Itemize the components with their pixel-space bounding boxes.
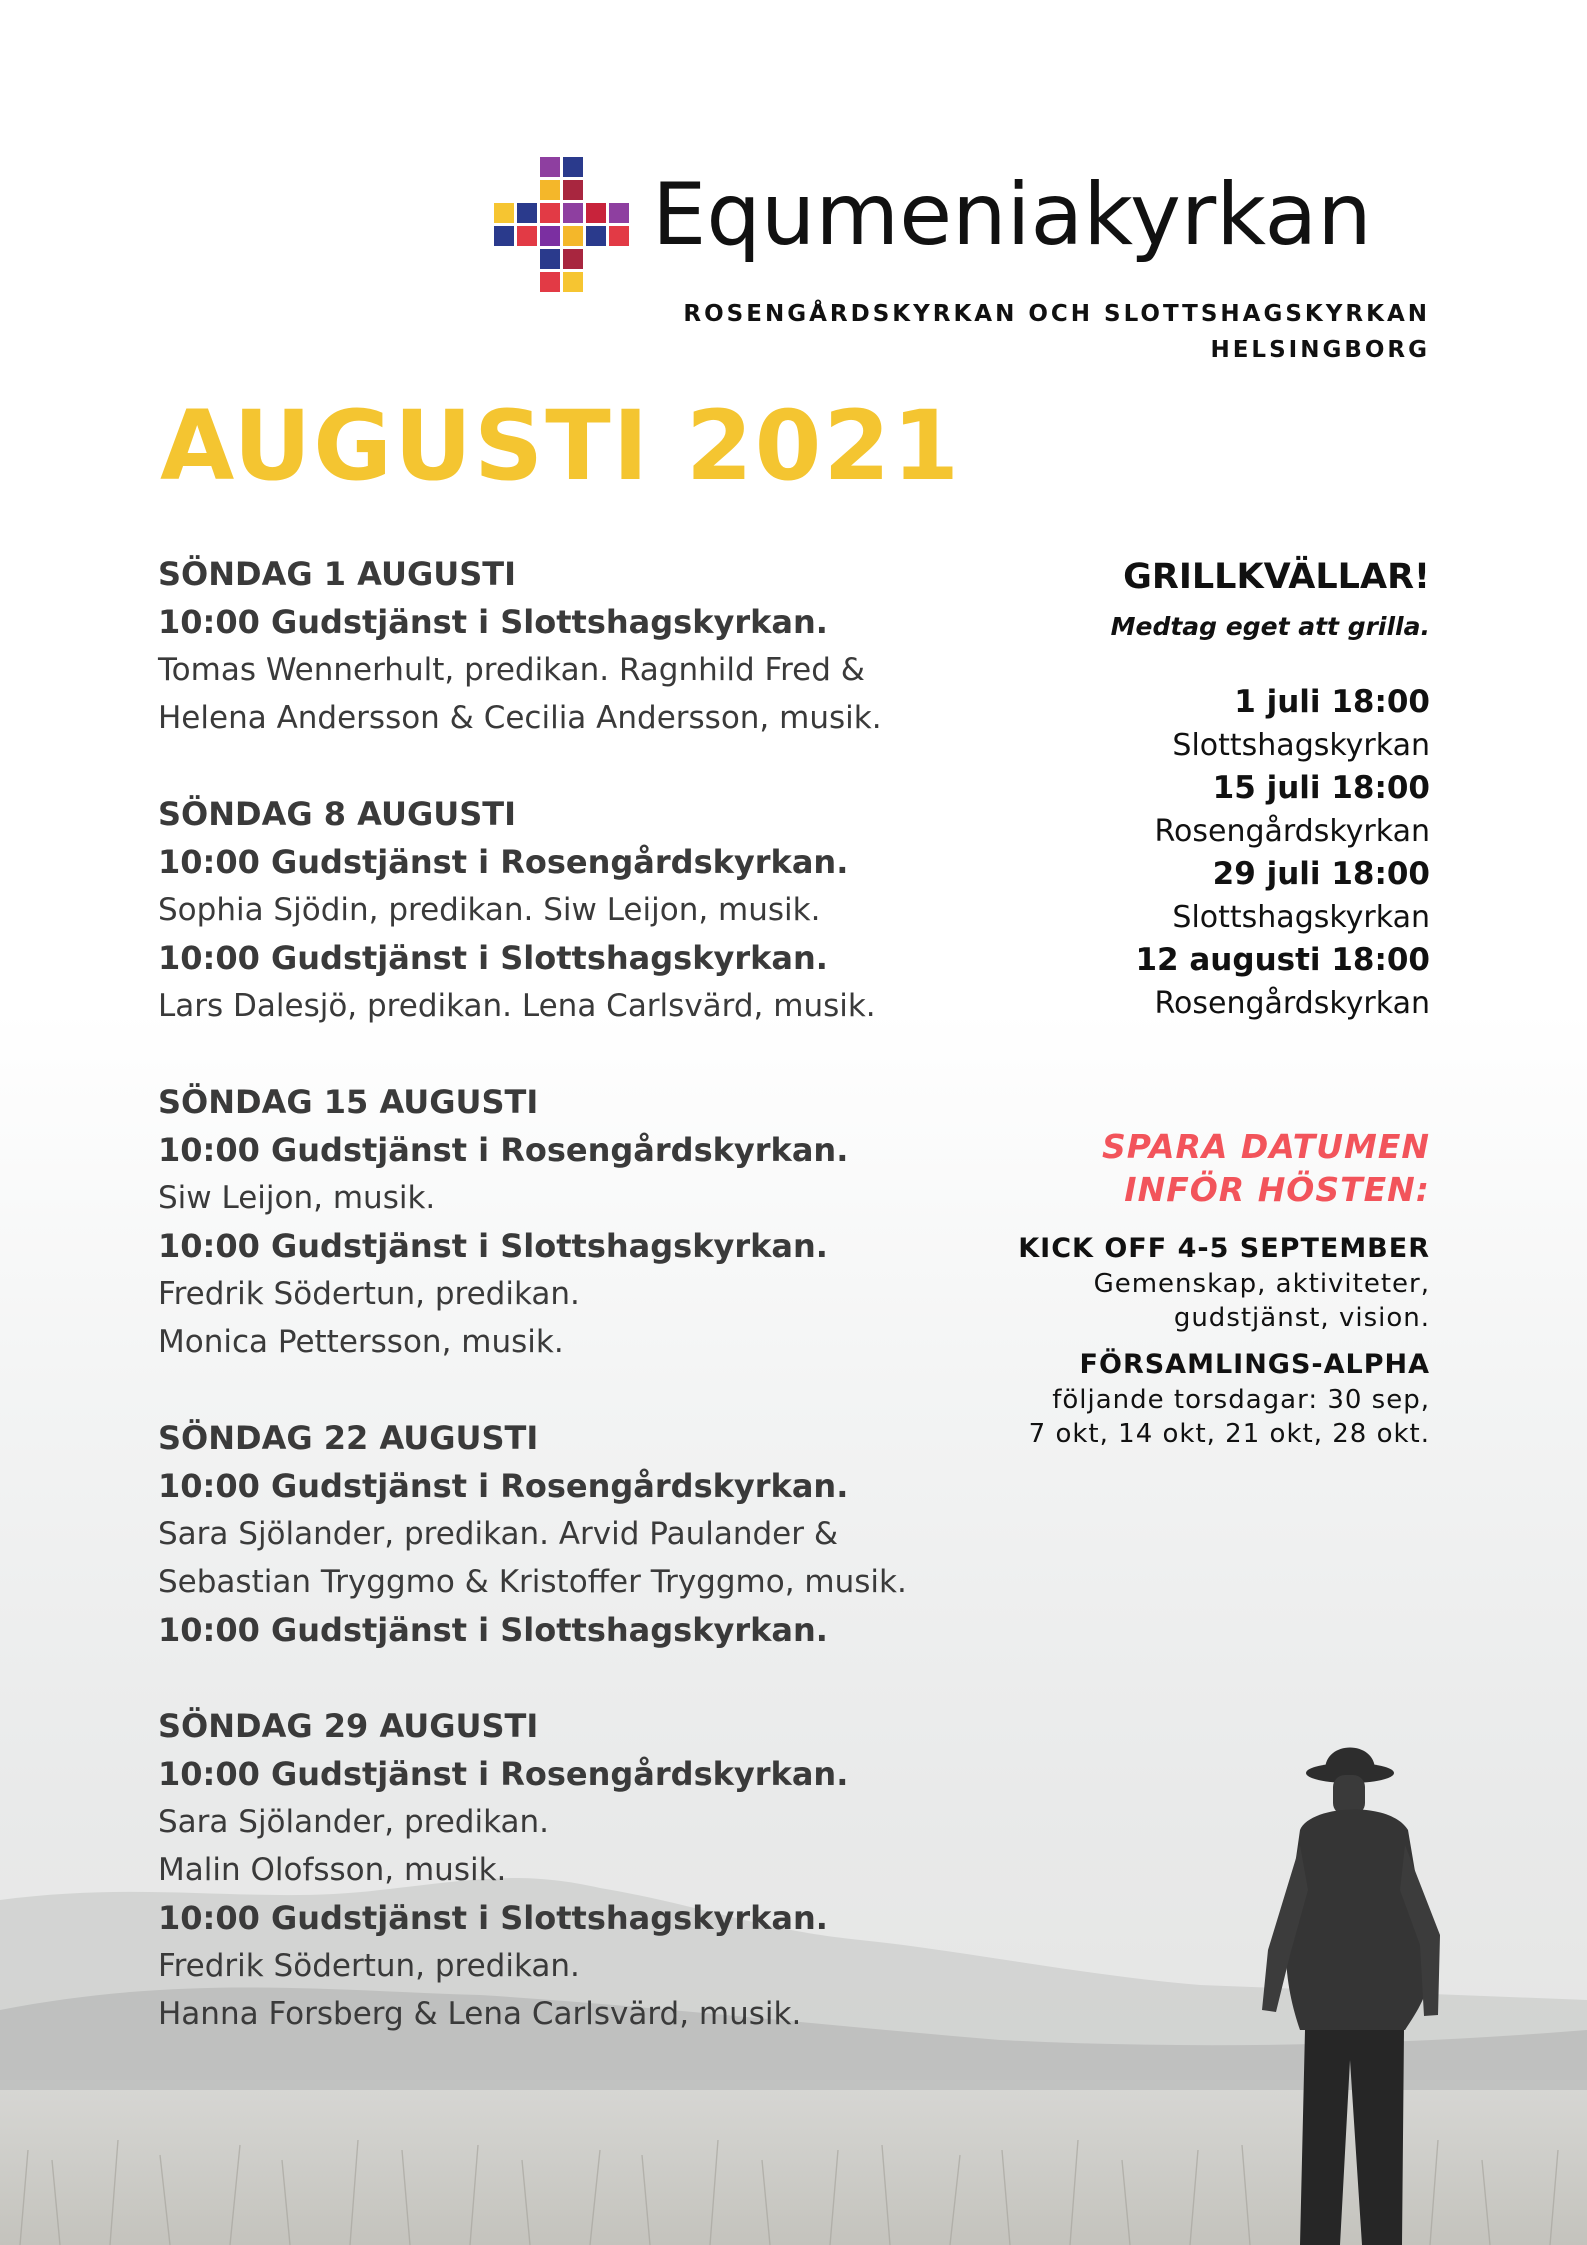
save-event-text: följande torsdagar: 30 sep, [1052, 1385, 1430, 1415]
save-event-title: KICK OFF 4-5 SEPTEMBER [1018, 1233, 1430, 1264]
brand-name: Equmeniakyrkan [652, 165, 1372, 265]
service-detail: Siw Leijon, musik. [158, 1180, 436, 1216]
save-event-list [910, 1231, 1430, 1451]
service-detail: Hanna Forsberg & Lena Carlsvärd, musik. [158, 1996, 802, 2032]
service-title: 10:00 Gudstjänst i Rosengårdskyrkan. [158, 1755, 849, 1793]
service-detail: Sebastian Tryggmo & Kristoffer Tryggmo, musik. [158, 1564, 907, 1600]
save-event-text: Gemenskap, aktiviteter, [1093, 1269, 1430, 1299]
service-title: 10:00 Gudstjänst i Rosengårdskyrkan. [158, 1131, 849, 1169]
grill-note: Medtag eget att grilla. [1110, 612, 1430, 641]
save-event [910, 1347, 1430, 1451]
grill-place: Rosengårdskyrkan [1154, 986, 1430, 1021]
save-event-text: gudstjänst, vision. [1173, 1303, 1430, 1333]
save-the-date-panel [910, 1125, 1430, 1463]
save-title-line2: INFÖR HÖSTEN: [1124, 1170, 1430, 1209]
service-title: 10:00 Gudstjänst i Slottshagskyrkan. [158, 1227, 828, 1265]
service-detail: Sara Sjölander, predikan. [158, 1804, 549, 1840]
service-detail: Tomas Wennerhult, predikan. Ragnhild Fred & [158, 652, 865, 688]
service-detail: Monica Pettersson, musik. [158, 1324, 564, 1360]
day-heading: SÖNDAG 8 AUGUSTI [158, 795, 516, 833]
day-heading: SÖNDAG 1 AUGUSTI [158, 555, 516, 593]
grill-place: Rosengårdskyrkan [1154, 814, 1430, 849]
save-event [910, 1231, 1430, 1335]
grill-title: GRILLKVÄLLAR! [1123, 557, 1430, 597]
service-title: 10:00 Gudstjänst i Rosengårdskyrkan. [158, 1467, 849, 1505]
service-detail: Fredrik Södertun, predikan. [158, 1276, 580, 1312]
grill-date: 29 juli 18:00 [1212, 856, 1430, 892]
grill-date: 15 juli 18:00 [1212, 770, 1430, 806]
service-schedule [158, 550, 1018, 2086]
save-title-line1: SPARA DATUMEN [1102, 1127, 1430, 1166]
grill-place: Slottshagskyrkan [1172, 728, 1430, 763]
service-title: 10:00 Gudstjänst i Slottshagskyrkan. [158, 1899, 828, 1937]
service-detail: Lars Dalesjö, predikan. Lena Carlsvärd, musik. [158, 988, 876, 1024]
day-heading: SÖNDAG 15 AUGUSTI [158, 1083, 539, 1121]
schedule-day [158, 790, 1018, 1030]
service-detail: Fredrik Södertun, predikan. [158, 1948, 580, 1984]
service-detail: Malin Olofsson, musik. [158, 1852, 507, 1888]
save-event-text: 7 okt, 14 okt, 21 okt, 28 okt. [1028, 1419, 1430, 1449]
service-title: 10:00 Gudstjänst i Slottshagskyrkan. [158, 603, 828, 641]
service-detail: Sara Sjölander, predikan. Arvid Paulander & [158, 1516, 839, 1552]
day-heading: SÖNDAG 22 AUGUSTI [158, 1419, 539, 1457]
day-heading: SÖNDAG 29 AUGUSTI [158, 1707, 539, 1745]
service-detail: Helena Andersson & Cecilia Andersson, musik. [158, 700, 882, 736]
schedule-day [158, 1702, 1018, 2038]
service-detail: Sophia Sjödin, predikan. Siw Leijon, musik. [158, 892, 821, 928]
grill-date: 12 augusti 18:00 [1135, 942, 1430, 978]
save-event-title: FÖRSAMLINGS-ALPHA [1079, 1349, 1430, 1380]
city-name: HELSINGBORG [1210, 337, 1430, 363]
church-names: ROSENGÅRDSKYRKAN OCH SLOTTSHAGSKYRKAN [683, 301, 1430, 327]
month-title: AUGUSTI 2021 [160, 390, 961, 502]
schedule-day [158, 550, 1018, 742]
grill-date: 1 juli 18:00 [1234, 684, 1430, 720]
church-subtitle [683, 296, 1430, 368]
service-title: 10:00 Gudstjänst i Slottshagskyrkan. [158, 939, 828, 977]
grill-place: Slottshagskyrkan [1172, 900, 1430, 935]
equmenia-cross-logo-icon [494, 157, 632, 297]
schedule-day [158, 1078, 1018, 1366]
service-title: 10:00 Gudstjänst i Slottshagskyrkan. [158, 1611, 828, 1649]
grill-evenings-panel [970, 555, 1430, 1025]
grill-event-list [970, 681, 1430, 1025]
schedule-day [158, 1414, 1018, 1654]
service-title: 10:00 Gudstjänst i Rosengårdskyrkan. [158, 843, 849, 881]
